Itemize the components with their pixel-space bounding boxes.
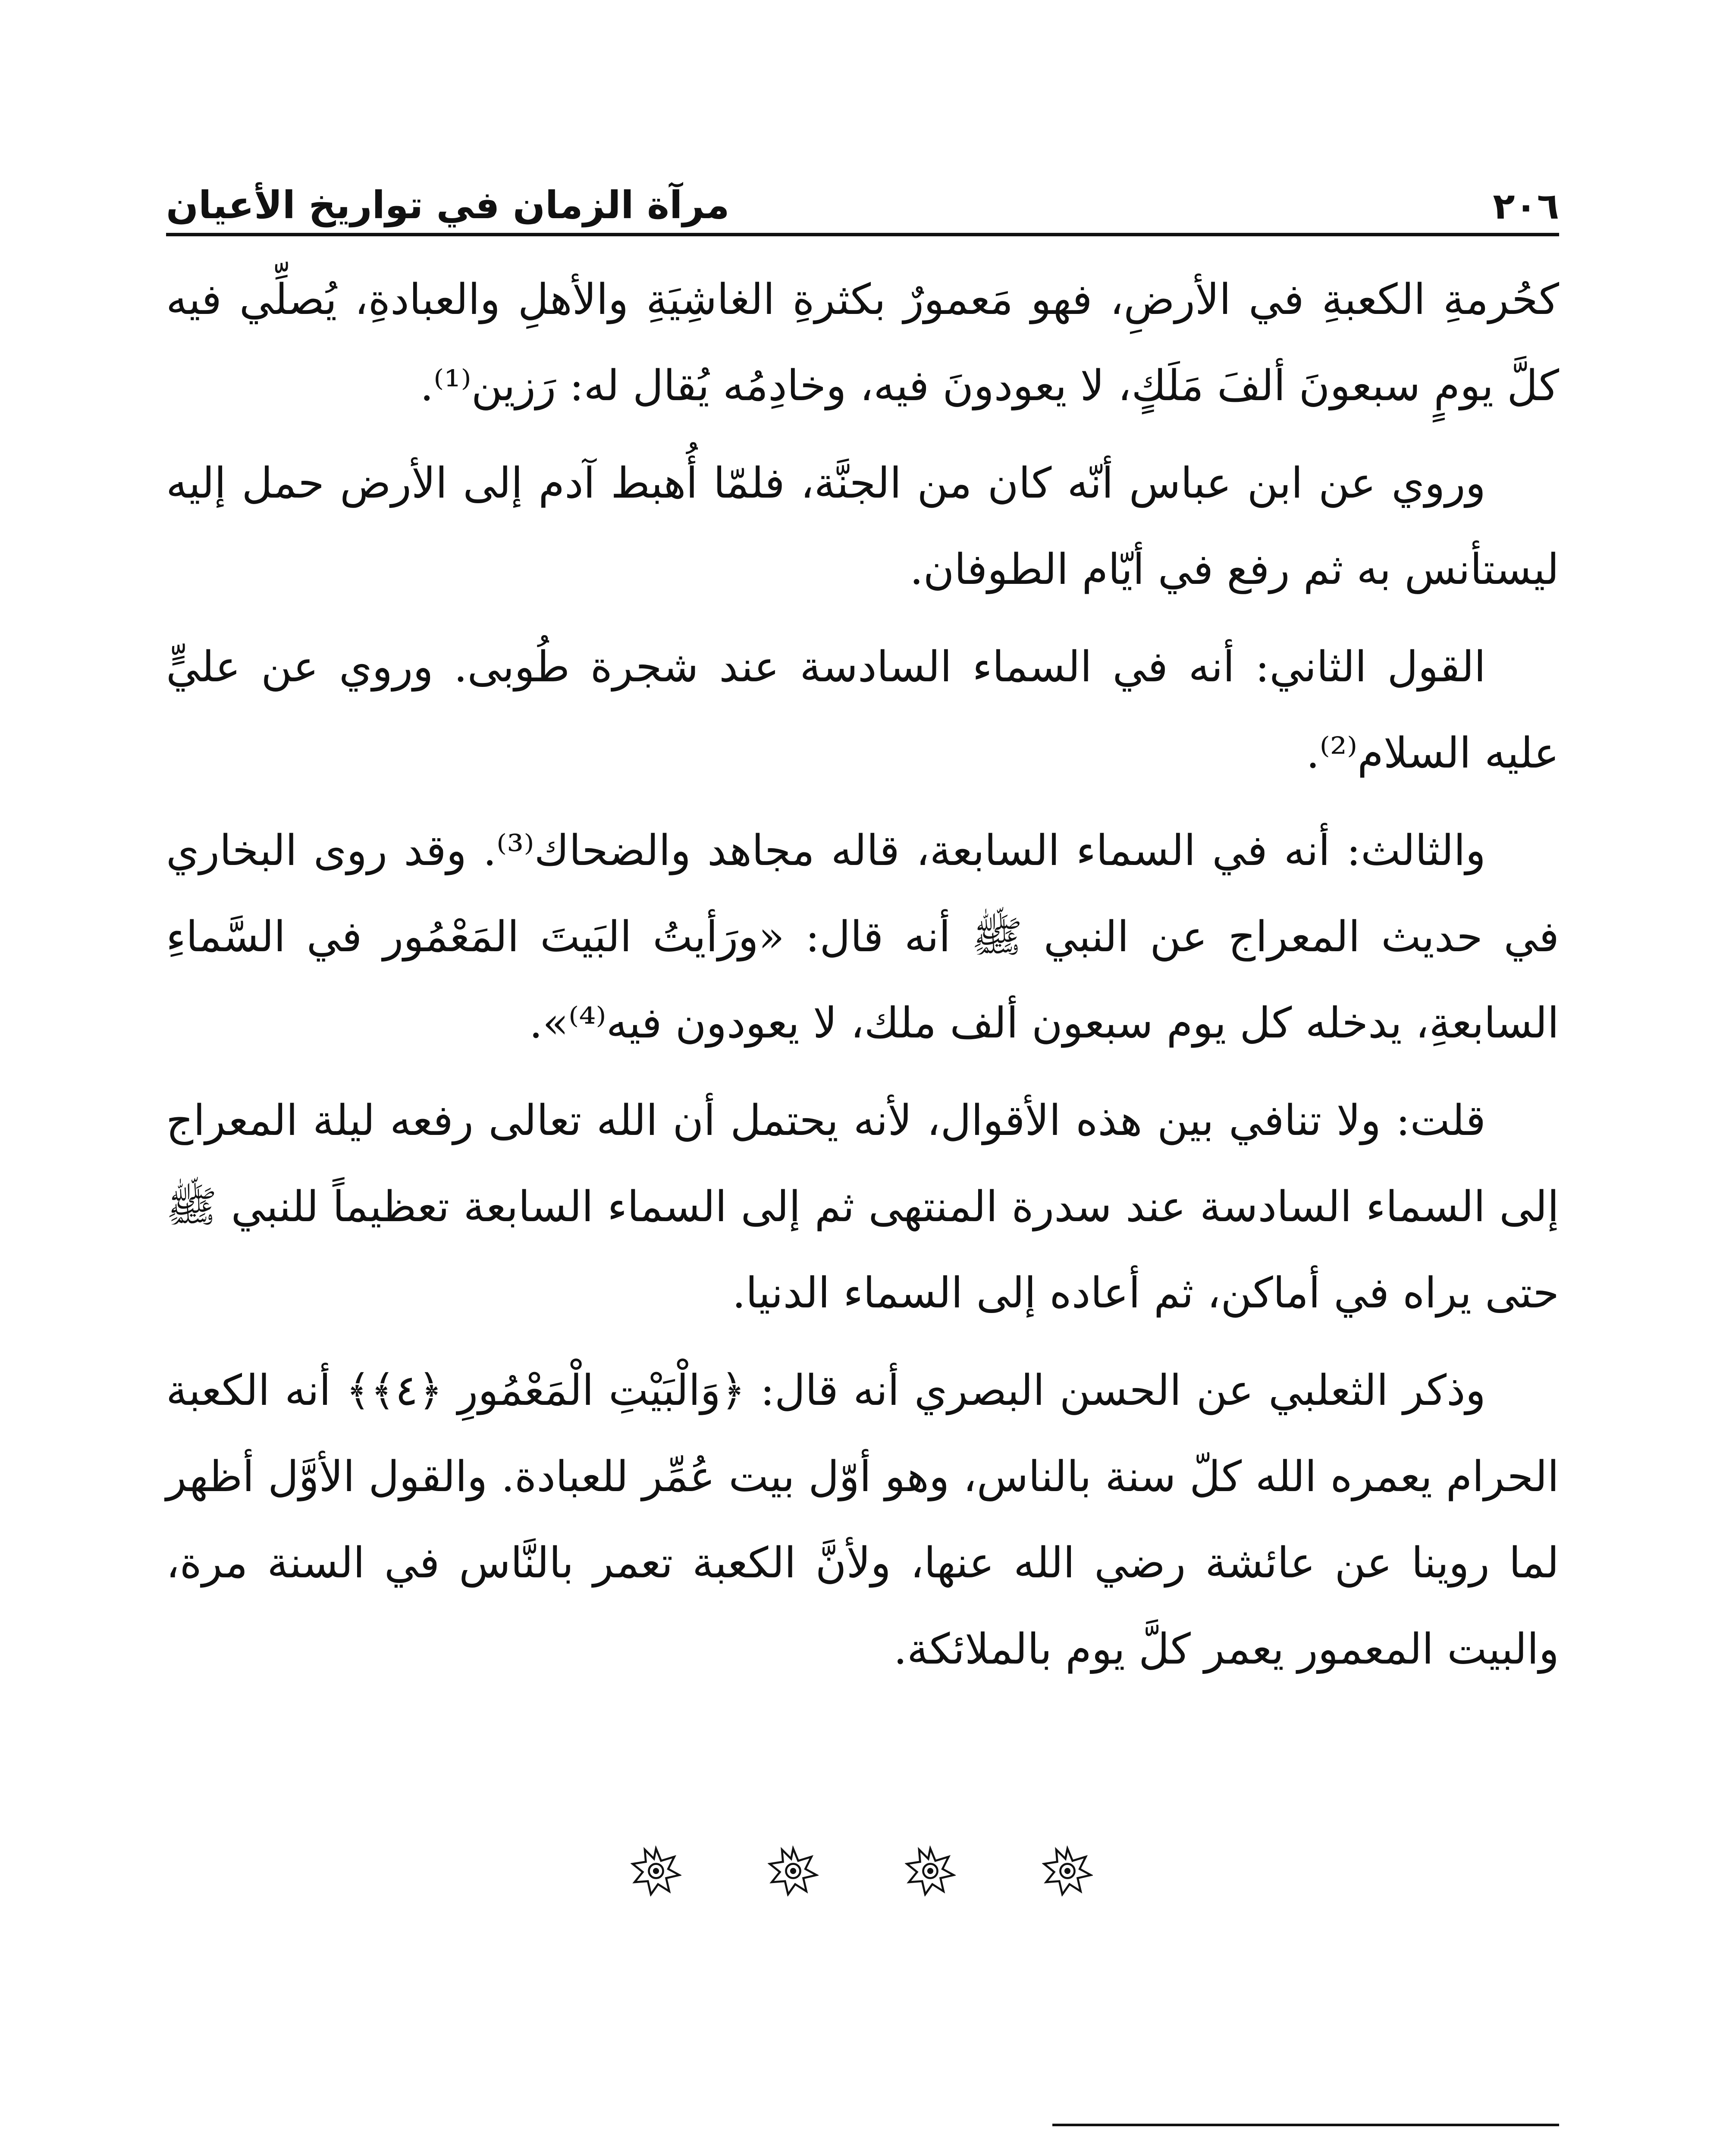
- header-rule: [166, 233, 1559, 236]
- flower-ornament-icon: [905, 1846, 956, 1896]
- page-number: ٢٠٦: [1493, 185, 1559, 227]
- page-header: [166, 155, 1559, 227]
- footnotes: [166, 2150, 1559, 2156]
- running-title: مرآة الزمان في تواريخ الأعيان: [166, 183, 730, 227]
- paragraph: قلت: ولا تنافي بين هذه الأقوال، لأنه يحتمل أن الله تعالى رفعه ليلة المعراج إلى السماء السادسة عند سدرة المنتهى ثم إلى السماء السابعة تعظيماً للنبي ﷺ حتى يراه في أماكن، ثم أعاده إلى السماء الدنيا.: [166, 1096, 1559, 1318]
- paragraph: القول الثاني: أنه في السماء السادسة عند شجرة طُوبى. وروي عن عليٍّ عليه السلام⁽²⁾.: [166, 642, 1559, 778]
- footnote-separator: [1052, 2124, 1559, 2126]
- section-ornaments: [0, 1846, 1723, 1896]
- main-text: [166, 257, 1559, 1704]
- flower-ornament-icon: [631, 1846, 681, 1896]
- flower-ornament-icon: [1042, 1846, 1093, 1896]
- flower-ornament-icon: [768, 1846, 819, 1896]
- paragraph: وروي عن ابن عباس أنّه كان من الجنَّة، فلمّا أُهبط آدم إلى الأرض حمل إليه ليستأنس به ثم رفع في أيّام الطوفان.: [166, 459, 1559, 594]
- paragraph: كحُرمةِ الكعبةِ في الأرضِ، فهو مَعمورٌ بكثرةِ الغاشِيَةِ والأهلِ والعبادةِ، يُصلِّي فيه كلَّ يومٍ سبعونَ ألفَ مَلَكٍ، لا يعودونَ فيه، وخادِمُه يُقال له: رَزين⁽¹⁾.: [166, 275, 1559, 411]
- paragraph: وذكر الثعلبي عن الحسن البصري أنه قال: ﴿وَالْبَيْتِ الْمَعْمُورِ ﴿٤﴾﴾ أنه الكعبة الحرام يعمره الله كلّ سنة بالناس، وهو أوّل بيت عُمِّر للعبادة. والقول الأوَّل أظهر لما روينا عن عائشة رضي الله عنها، ولأنَّ الكعبة تعمر بالنَّاس في السنة مرة، والبيت المعمور يعمر كلَّ يوم بالملائكة.: [166, 1366, 1559, 1674]
- paragraph: والثالث: أنه في السماء السابعة، قاله مجاهد والضحاك⁽³⁾. وقد روى البخاري في حديث المعراج عن النبي ﷺ أنه قال: «ورَأيتُ البَيتَ المَعْمُور في السَّماءِ السابعةِ، يدخله كل يوم سبعون ألف ملك، لا يعودون فيه⁽⁴⁾».: [166, 826, 1559, 1048]
- footnote: [166, 2150, 1559, 2156]
